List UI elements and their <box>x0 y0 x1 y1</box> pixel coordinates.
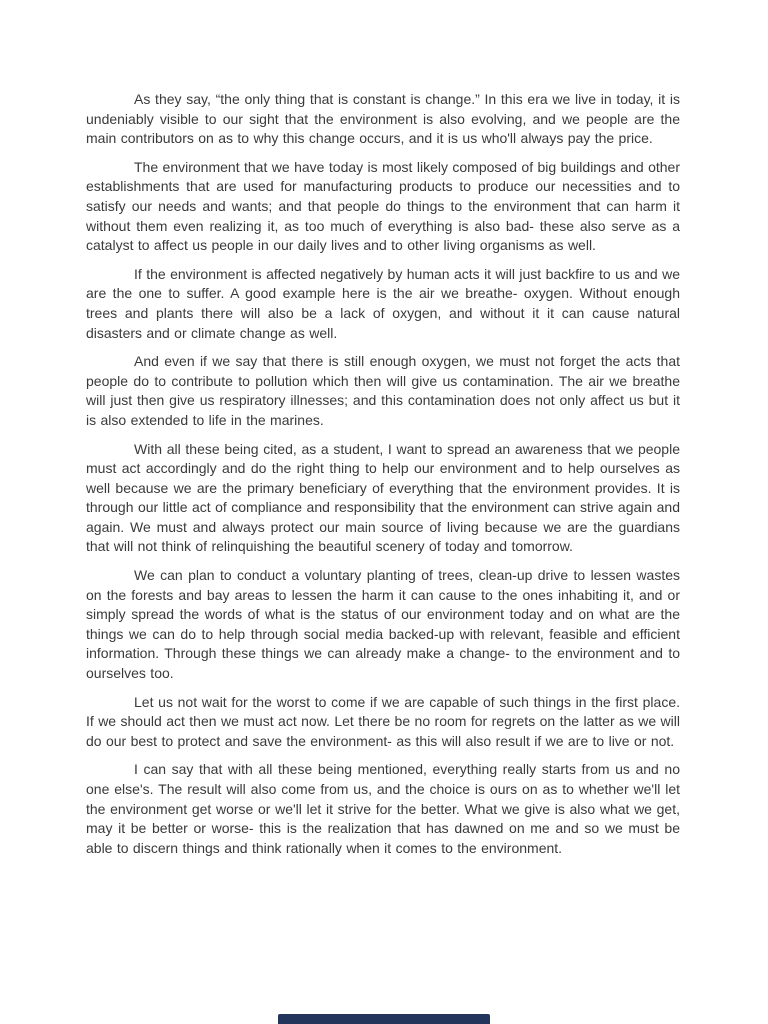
footer-toolbar-edge[interactable] <box>278 1014 490 1024</box>
essay-paragraph-6: We can plan to conduct a voluntary planting of trees, clean-up drive to lessen wastes on the forests and bay areas to lessen the harm it can cause to the ones inhabiting it, and or simply spread the words of what is the status of our environment today and on what are the things we can do to help through social media backed-up with relevant, feasible and efficient information. Through these things we can already make a change- to the environment and to ourselves too. <box>86 567 680 682</box>
essay-paragraph-5: With all these being cited, as a student, I want to spread an awareness that we people must act accordingly and do the right thing to help our environment and to help ourselves as well because we are the primary beneficiary of everything that the environment provides. It is through our little act of compliance and responsibility that the environment can strive again and again. We must and always protect our main source of living because we are the guardians that will not think of relinquishing the beautiful scenery of today and tomorrow. <box>86 440 680 555</box>
essay-paragraph-4: And even if we say that there is still enough oxygen, we must not forget the acts that people do to contribute to pollution which then will give us contamination. The air we breathe will just then give us respiratory illnesses; and this contamination does not only affect us but it is also extended to life in the marines. <box>86 353 680 428</box>
essay-paragraph-2: The environment that we have today is most likely composed of big buildings and other establishments that are used for manufacturing products to produce our necessities and to satisfy our needs and wants; and that people do things to the environment that can harm it without them even realizing it, as too much of everything is also bad- these also serve as a catalyst to affect us people in our daily lives and to other living organisms as well. <box>86 158 680 254</box>
essay-paragraph-1: As they say, “the only thing that is constant is change.” In this era we live in today, it is undeniably visible to our sight that the environment is also evolving, and we people are the main contributors on as to why this change occurs, and it is us who'll always pay the price. <box>86 91 680 147</box>
essay-paragraph-3: If the environment is affected negatively by human acts it will just backfire to us and we are the one to suffer. A good example here is the air we breathe- oxygen. Without enough trees and plants there will also be a lack of oxygen, and without it it can cause natural disasters and or climate change as well. <box>86 265 680 341</box>
essay-paragraph-8: I can say that with all these being mentioned, everything really starts from us and no one else's. The result will also come from us, and the choice is ours on as to whether we'll let the environment get worse or we'll let it strive for the better. What we give is also what we get, may it be better or worse- this is the realization that has dawned on me and so we must be able to discern things and think rationally when it comes to the environment. <box>86 761 680 856</box>
essay-paragraph-7: Let us not wait for the worst to come if we are capable of such things in the first place. If we should act then we must act now. Let there be no room for regrets on the latter as we will do our best to protect and save the environment- as this will also result if we are to live or not. <box>86 693 680 749</box>
